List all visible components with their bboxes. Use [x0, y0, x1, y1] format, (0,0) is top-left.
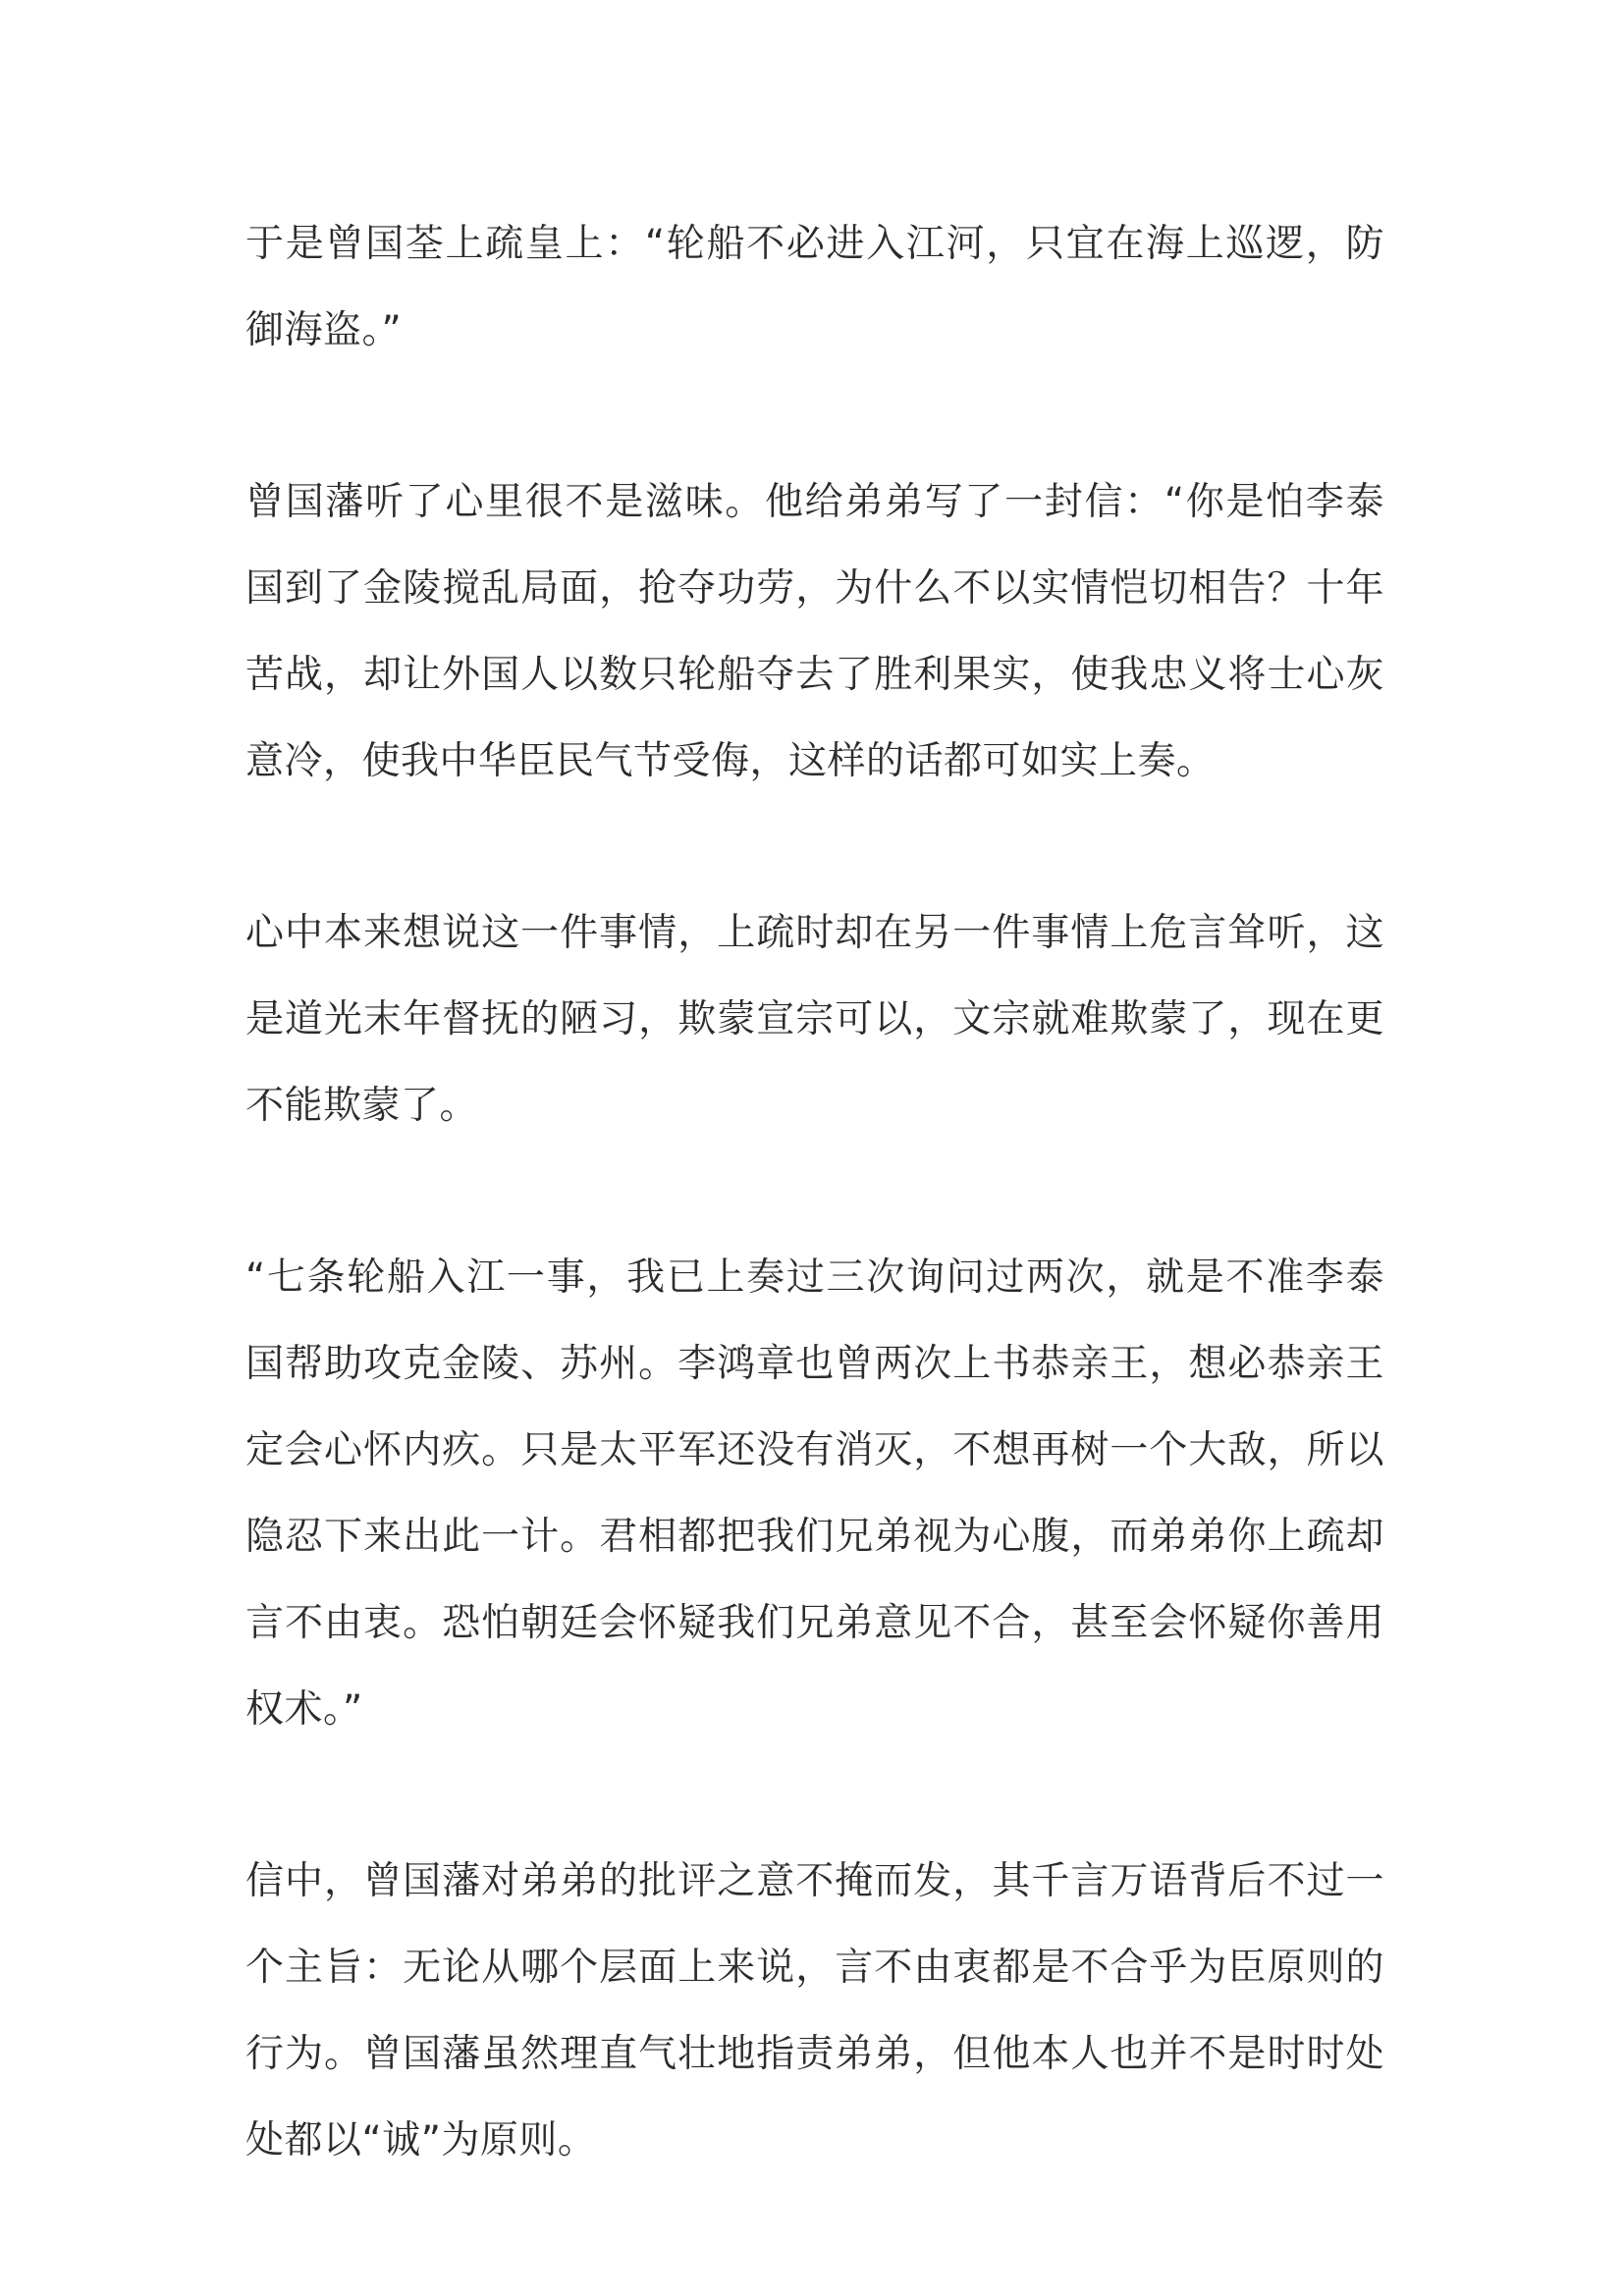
- paragraph-5: 信中，曾国藩对弟弟的批评之意不掩而发，其千言万语背后不过一个主旨：无论从哪个层面上来说，言不由衷都是不合乎为臣原则的行为。曾国藩虽然理直气壮地指责弟弟，但他本人也并不是时时处处都以“诚”为原则。: [245, 1859, 1384, 2163]
- paragraph-3: 心中本来想说这一件事情，上疏时却在另一件事情上危言耸听，这是道光末年督抚的陋习，欺蒙宣宗可以，文宗就难欺蒙了，现在更不能欺蒙了。: [245, 911, 1384, 1128]
- paragraph-1: 于是曾国荃上疏皇上：“轮船不必进入江河，只宜在海上巡逻，防御海盗。”: [245, 222, 1384, 352]
- paragraph-4: “七条轮船入江一事，我已上奏过三次询问过两次，就是不准李泰国帮助攻克金陵、苏州。李鸿章也曾两次上书恭亲王，想必恭亲王定会心怀内疚。只是太平军还没有消灭，不想再树一个大敌，所以隐忍下来出此一计。君相都把我们兄弟视为心腹，而弟弟你上疏却言不由衷。恐怕朝廷会怀疑我们兄弟意见不合，甚至会怀疑你善用权术。”: [245, 1255, 1384, 1732]
- paragraph-2: 曾国藩听了心里很不是滋味。他给弟弟写了一封信：“你是怕李泰国到了金陵搅乱局面，抢夺功劳，为什么不以实情恺切相告？十年苦战，却让外国人以数只轮船夺去了胜利果实，使我忠义将士心灰意冷，使我中华臣民气节受侮，这样的话都可如实上奏。: [245, 480, 1384, 783]
- document-body: [245, 201, 1384, 2184]
